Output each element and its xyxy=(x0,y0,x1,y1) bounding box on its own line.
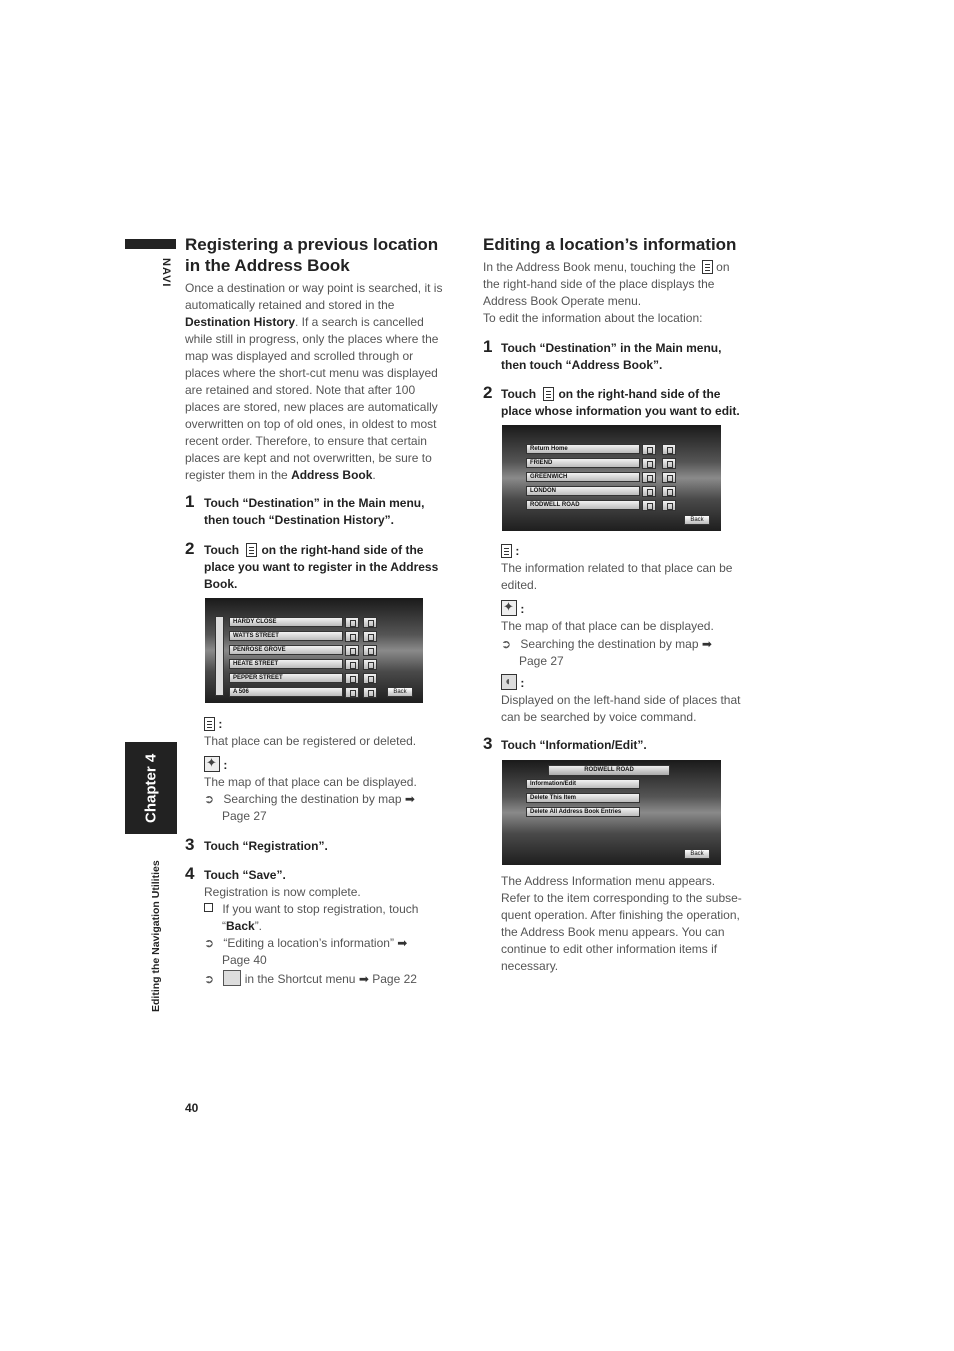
document-icon xyxy=(702,260,713,274)
map-icon xyxy=(662,500,676,511)
map-icon xyxy=(662,472,676,483)
intro-line: register them in the xyxy=(185,468,292,482)
note-colon: : xyxy=(520,676,525,690)
edit-pen-icon xyxy=(223,970,241,986)
map-icon xyxy=(662,486,676,497)
bullet-text: ”. xyxy=(254,919,263,933)
map-icon xyxy=(363,687,377,698)
document-icon xyxy=(642,444,656,455)
intro-line: In the Address Book menu, touching the xyxy=(483,260,696,274)
left-title-line1: Registering a previous location xyxy=(185,235,439,254)
map-icon xyxy=(363,617,377,628)
note-text: Displayed on the left-hand side of places that xyxy=(501,693,741,707)
arrow-right-icon: ➡ xyxy=(701,637,712,651)
step-text: Touch “Destination” in the Main menu, xyxy=(204,496,425,510)
document-icon xyxy=(204,717,215,731)
intro-line: . xyxy=(372,468,376,482)
map-icon xyxy=(662,458,676,469)
list-item: LONDON xyxy=(526,486,640,496)
voice-icon xyxy=(501,674,517,690)
document-icon xyxy=(642,458,656,469)
right-step2 xyxy=(501,386,771,420)
bullet-text: “ xyxy=(222,919,226,933)
right-note-voice xyxy=(501,674,771,726)
step-text: on the right-hand side of the xyxy=(261,543,424,557)
document-icon xyxy=(642,486,656,497)
map-icon xyxy=(363,673,377,684)
intro-bold: Address Book xyxy=(291,468,373,482)
list-item: HARDY CLOSE xyxy=(229,617,343,627)
left-title-line2: in the Address Book xyxy=(185,256,350,275)
left-step4: Touch “Save”. xyxy=(204,868,286,882)
reference-page: Page 22 xyxy=(372,972,417,986)
menu-item: Delete This Item xyxy=(526,793,640,803)
intro-bold: Destination History xyxy=(185,315,296,329)
right-title-text: Editing a location’s information xyxy=(483,235,737,254)
step-number: 4 xyxy=(185,864,195,883)
reference-icon: ➲ xyxy=(204,972,215,986)
step-text: place you want to register in the Address xyxy=(204,560,439,574)
sidebar-navi-label: NAVI xyxy=(160,258,172,288)
intro-line: Once a destination or way point is searched, it is xyxy=(185,281,443,295)
list-item: FRIEND xyxy=(526,458,640,468)
left-note-map xyxy=(204,756,464,791)
outro-line: Refer to the item corresponding to the subse- xyxy=(501,891,742,905)
list-item: RODWELL ROAD xyxy=(526,500,640,510)
note-colon: : xyxy=(223,758,228,772)
left-step2 xyxy=(204,542,464,593)
reference-page: Page 40 xyxy=(222,953,267,967)
address-operate-screenshot xyxy=(502,760,721,865)
outro-line: the Address Book menu appears. You can xyxy=(501,925,725,939)
outro-line: necessary. xyxy=(501,959,559,973)
list-item: PENROSE GROVE xyxy=(229,645,343,655)
list-item: A 506 xyxy=(229,687,343,697)
step-text: on the right-hand side of the xyxy=(558,387,721,401)
step-text: Touch xyxy=(501,387,537,401)
intro-line: while still in progress, only the places where the xyxy=(185,332,439,346)
left-step3: Touch “Registration”. xyxy=(204,839,328,853)
intro-line: map was displayed and scrolled through or xyxy=(185,349,414,363)
reference-page: Page 27 xyxy=(519,654,564,668)
screen-title: RODWELL ROAD xyxy=(548,765,670,776)
step-body: Registration is now complete. xyxy=(204,885,361,899)
list-item: GREENWICH xyxy=(526,472,640,482)
document-icon xyxy=(345,631,359,642)
back-button: Back xyxy=(684,515,710,525)
step-text: Touch “Destination” in the Main menu, xyxy=(501,341,722,355)
step-number: 1 xyxy=(483,337,493,356)
note-text: can be searched by voice command. xyxy=(501,710,697,724)
bullet-bold: Back xyxy=(226,919,255,933)
left-note-document xyxy=(204,716,464,750)
arrow-right-icon: ➡ xyxy=(397,936,408,950)
outro-line: continue to edit other information items if xyxy=(501,942,718,956)
note-text: The map of that place can be displayed. xyxy=(501,619,714,633)
intro-line: overwritten on top of old ones, in oldest to most xyxy=(185,417,437,431)
bullet-square-icon xyxy=(204,903,213,912)
document-icon xyxy=(642,500,656,511)
outro-line: The Address Information menu appears. xyxy=(501,874,716,888)
reference-icon: ➲ xyxy=(501,637,512,651)
right-step1 xyxy=(501,340,771,374)
document-icon xyxy=(345,659,359,670)
left-step4-body xyxy=(204,884,464,988)
outro-line: quent operation. After finishing the operation, xyxy=(501,908,740,922)
reference-text: Searching the destination by map xyxy=(520,637,699,651)
document-icon xyxy=(345,673,359,684)
left-title xyxy=(185,234,460,276)
document-icon xyxy=(642,472,656,483)
right-title xyxy=(483,234,773,255)
map-icon xyxy=(363,631,377,642)
left-intro xyxy=(185,280,465,484)
intro-line: Address Book Operate menu. xyxy=(483,294,642,308)
map-icon xyxy=(662,444,676,455)
step-text: then touch “Address Book”. xyxy=(501,358,663,372)
note-text: The information related to that place can be xyxy=(501,561,733,575)
intro-line: places are stored, new places are automatically xyxy=(185,400,438,414)
step-text: Book. xyxy=(204,577,238,591)
map-icon xyxy=(363,659,377,670)
arrow-right-icon: ➡ xyxy=(404,792,415,806)
step-text: Touch xyxy=(204,543,240,557)
intro-line: the right-hand side of the place displays the xyxy=(483,277,715,291)
right-note-map-ref xyxy=(501,636,771,670)
right-outro xyxy=(501,873,771,975)
sidebar-top-bar xyxy=(125,239,176,249)
right-intro xyxy=(483,259,768,327)
back-button: Back xyxy=(684,849,710,859)
map-icon xyxy=(501,600,517,616)
bullet-text: If you want to stop registration, touch xyxy=(222,902,419,916)
list-item: PEPPER STREET xyxy=(229,673,343,683)
right-note-map xyxy=(501,600,771,635)
chapter-label: Chapter 4 xyxy=(142,753,160,823)
back-button: Back xyxy=(387,687,413,697)
menu-item: Information/Edit xyxy=(526,779,640,789)
right-step3: Touch “Information/Edit”. xyxy=(501,738,647,752)
document-icon xyxy=(345,645,359,656)
intro-line: To edit the information about the location: xyxy=(483,311,703,325)
list-item: Return Home xyxy=(526,444,640,454)
address-book-screenshot xyxy=(502,425,721,531)
step-text: place whose information you want to edit. xyxy=(501,404,740,418)
list-item: HEATE STREET xyxy=(229,659,343,669)
note-colon: : xyxy=(515,544,520,558)
document-icon xyxy=(246,543,257,557)
note-colon: : xyxy=(520,602,525,616)
document-icon xyxy=(501,544,512,558)
step-text: then touch “Destination History”. xyxy=(204,513,395,527)
arrow-right-icon: ➡ xyxy=(358,972,369,986)
note-text: edited. xyxy=(501,578,538,592)
intro-line: places are kept and not overwritten, be sure to xyxy=(185,451,432,465)
intro-line: on xyxy=(716,260,730,274)
left-step1 xyxy=(204,495,464,529)
intro-line: . If a search is cancelled xyxy=(295,315,424,329)
intro-line: automatically retained and stored in the xyxy=(185,298,395,312)
reference-text: in the Shortcut menu xyxy=(244,972,356,986)
list-item: WATTS STREET xyxy=(229,631,343,641)
step-number: 3 xyxy=(185,835,195,854)
note-text: The map of that place can be displayed. xyxy=(204,775,417,789)
map-icon xyxy=(363,645,377,656)
document-icon xyxy=(345,617,359,628)
intro-line: places where the short-cut menu was displayed xyxy=(185,366,438,380)
document-icon xyxy=(543,387,554,401)
note-colon: : xyxy=(218,717,223,731)
right-note-document xyxy=(501,543,771,594)
map-icon xyxy=(204,756,220,772)
menu-item: Delete All Address Book Entries xyxy=(526,807,640,817)
reference-icon: ➲ xyxy=(204,936,215,950)
reference-text: Searching the destination by map xyxy=(223,792,402,806)
note-text: That place can be registered or deleted. xyxy=(204,734,417,748)
scrollbar xyxy=(215,616,224,696)
reference-icon: ➲ xyxy=(204,792,215,806)
step-number: 2 xyxy=(185,539,195,558)
document-icon xyxy=(345,687,359,698)
section-label: Editing the Navigation Utilities xyxy=(150,860,162,1012)
intro-line: are retained and stored. Note that after 100 xyxy=(185,383,416,397)
destination-history-screenshot xyxy=(205,598,423,703)
reference-text: “Editing a location’s information” xyxy=(223,936,394,950)
step-number: 2 xyxy=(483,383,493,402)
step-number: 3 xyxy=(483,734,493,753)
left-note-map-ref xyxy=(204,791,464,825)
step-number: 1 xyxy=(185,492,195,511)
intro-line: recent order. Therefore, to ensure that certain xyxy=(185,434,427,448)
page-number: 40 xyxy=(185,1101,199,1115)
reference-page: Page 27 xyxy=(222,809,267,823)
